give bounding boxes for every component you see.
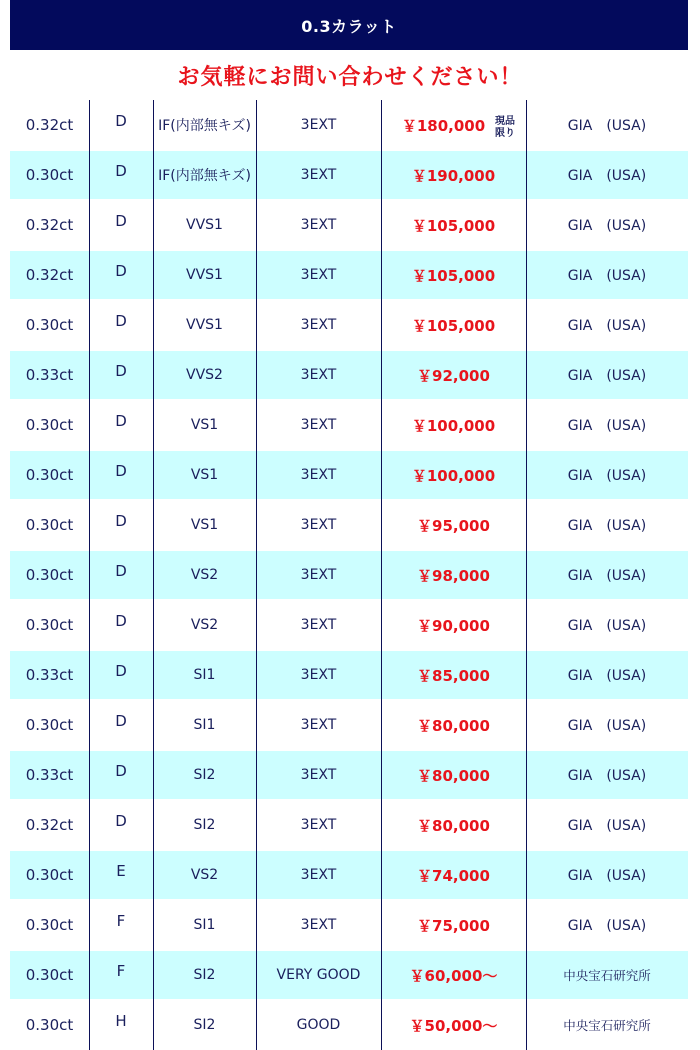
cut-cell bbox=[256, 851, 381, 899]
carat-text: 0.32ct bbox=[25, 116, 74, 134]
cut-cell bbox=[256, 751, 381, 799]
cut-text: 3EXT bbox=[300, 367, 337, 383]
clarity-text: SI1 bbox=[193, 917, 216, 933]
grading-lab-text: GIA (USA) bbox=[567, 268, 647, 284]
carat-text: 0.33ct bbox=[25, 666, 74, 684]
color-grade-text: D bbox=[115, 362, 127, 380]
clarity-text: VS1 bbox=[190, 417, 219, 433]
price-text: ￥100,000 bbox=[411, 416, 496, 435]
price-cell bbox=[381, 401, 526, 449]
carat-cell bbox=[10, 151, 89, 199]
grading-lab-text: GIA (USA) bbox=[567, 518, 647, 534]
cut-text: 3EXT bbox=[300, 167, 337, 183]
grading-lab-text: GIA (USA) bbox=[567, 168, 647, 184]
grading-lab-cell bbox=[526, 501, 688, 549]
clarity-cell bbox=[153, 501, 256, 549]
grading-lab-text: GIA (USA) bbox=[567, 718, 647, 734]
carat-text: 0.30ct bbox=[25, 166, 74, 184]
price-text: ￥180,000 bbox=[401, 116, 486, 135]
grading-lab-text: GIA (USA) bbox=[567, 768, 647, 784]
cut-text: 3EXT bbox=[300, 917, 337, 933]
cut-cell bbox=[256, 801, 381, 849]
color-grade-cell bbox=[89, 551, 153, 599]
grading-lab-text: GIA (USA) bbox=[567, 368, 647, 384]
inquiry-notice: お気軽にお問い合わせください！ bbox=[177, 65, 523, 90]
clarity-text: VVS1 bbox=[186, 267, 223, 283]
color-grade-text: F bbox=[116, 962, 126, 980]
grading-lab-cell bbox=[526, 1001, 688, 1049]
carat-cell bbox=[10, 201, 89, 249]
color-grade-cell bbox=[89, 151, 153, 199]
cut-cell bbox=[256, 951, 381, 999]
clarity-text: IF(内部無キズ) bbox=[158, 168, 251, 184]
clarity-text: VVS1 bbox=[186, 317, 223, 333]
color-grade-text: D bbox=[115, 412, 127, 430]
grading-lab-cell bbox=[526, 151, 688, 199]
clarity-cell bbox=[153, 701, 256, 749]
color-grade-text: D bbox=[115, 712, 127, 730]
grading-lab-cell bbox=[526, 301, 688, 349]
color-grade-cell bbox=[89, 751, 153, 799]
cut-text: 3EXT bbox=[300, 217, 337, 233]
table-row bbox=[10, 401, 688, 449]
price-cell bbox=[381, 651, 526, 699]
price-text: ￥98,000 bbox=[417, 566, 490, 585]
color-grade-cell bbox=[89, 701, 153, 749]
color-grade-cell bbox=[89, 901, 153, 949]
cut-text: 3EXT bbox=[300, 717, 337, 733]
cut-text: 3EXT bbox=[300, 267, 337, 283]
color-grade-text: D bbox=[115, 562, 127, 580]
grading-lab-cell bbox=[526, 951, 688, 999]
carat-cell bbox=[10, 601, 89, 649]
clarity-text: SI2 bbox=[193, 817, 216, 833]
cut-text: 3EXT bbox=[300, 467, 337, 483]
carat-text: 0.33ct bbox=[25, 766, 74, 784]
carat-cell bbox=[10, 551, 89, 599]
carat-text: 0.30ct bbox=[25, 1016, 74, 1034]
color-grade-text: D bbox=[115, 812, 127, 830]
carat-text: 0.32ct bbox=[25, 216, 74, 234]
color-grade-text: D bbox=[115, 262, 127, 280]
price-cell bbox=[381, 251, 526, 299]
color-grade-text: D bbox=[115, 512, 127, 530]
clarity-cell bbox=[153, 751, 256, 799]
color-grade-cell bbox=[89, 401, 153, 449]
cut-text: 3EXT bbox=[300, 667, 337, 683]
carat-text: 0.30ct bbox=[25, 866, 74, 884]
table-row bbox=[10, 301, 688, 349]
clarity-text: SI2 bbox=[193, 1017, 216, 1033]
color-grade-text: D bbox=[115, 612, 127, 630]
price-text: ￥50,000～ bbox=[409, 1016, 498, 1035]
clarity-text: SI1 bbox=[193, 717, 216, 733]
carat-cell bbox=[10, 901, 89, 949]
carat-cell bbox=[10, 801, 89, 849]
grading-lab-cell bbox=[526, 601, 688, 649]
carat-cell bbox=[10, 401, 89, 449]
color-grade-cell bbox=[89, 951, 153, 999]
color-grade-cell bbox=[89, 201, 153, 249]
table-row bbox=[10, 451, 688, 499]
price-cell bbox=[381, 951, 526, 999]
price-cell bbox=[381, 851, 526, 899]
price-text: ￥105,000 bbox=[411, 266, 496, 285]
carat-text: 0.30ct bbox=[25, 516, 74, 534]
price-cell bbox=[381, 701, 526, 749]
color-grade-text: D bbox=[115, 462, 127, 480]
cut-text: 3EXT bbox=[300, 317, 337, 333]
color-grade-text: D bbox=[115, 162, 127, 180]
grading-lab-text: GIA (USA) bbox=[567, 918, 647, 934]
table-row bbox=[10, 901, 688, 949]
price-text: ￥100,000 bbox=[411, 466, 496, 485]
table-row bbox=[10, 101, 688, 149]
clarity-text: SI2 bbox=[193, 967, 216, 983]
cut-cell bbox=[256, 401, 381, 449]
column-divider bbox=[256, 100, 257, 1050]
carat-cell bbox=[10, 851, 89, 899]
cut-cell bbox=[256, 551, 381, 599]
price-text: ￥190,000 bbox=[411, 166, 496, 185]
grading-lab-text: GIA (USA) bbox=[567, 318, 647, 334]
diamond-price-table bbox=[10, 100, 688, 1050]
grading-lab-cell bbox=[526, 801, 688, 849]
grading-lab-text: 中央宝石研究所 bbox=[563, 1018, 651, 1033]
clarity-cell bbox=[153, 201, 256, 249]
cut-cell bbox=[256, 901, 381, 949]
grading-lab-text: GIA (USA) bbox=[567, 818, 647, 834]
cut-cell bbox=[256, 101, 381, 149]
color-grade-cell bbox=[89, 651, 153, 699]
color-grade-cell bbox=[89, 601, 153, 649]
cut-cell bbox=[256, 151, 381, 199]
clarity-cell bbox=[153, 851, 256, 899]
color-grade-cell bbox=[89, 301, 153, 349]
price-cell bbox=[381, 1001, 526, 1049]
grading-lab-text: GIA (USA) bbox=[567, 868, 647, 884]
cut-cell bbox=[256, 601, 381, 649]
price-text: ￥80,000 bbox=[417, 816, 490, 835]
carat-cell bbox=[10, 951, 89, 999]
clarity-text: IF(内部無キズ) bbox=[158, 118, 251, 134]
price-cell bbox=[381, 601, 526, 649]
clarity-text: SI1 bbox=[193, 667, 216, 683]
cut-text: 3EXT bbox=[300, 117, 337, 133]
cut-text: GOOD bbox=[296, 1017, 341, 1033]
carat-text: 0.30ct bbox=[25, 416, 74, 434]
grading-lab-cell bbox=[526, 701, 688, 749]
price-text: ￥80,000 bbox=[417, 716, 490, 735]
clarity-text: VS2 bbox=[190, 617, 219, 633]
carat-text: 0.33ct bbox=[25, 366, 74, 384]
color-grade-cell bbox=[89, 101, 153, 149]
color-grade-text: D bbox=[115, 312, 127, 330]
clarity-text: VS2 bbox=[190, 567, 219, 583]
table-row bbox=[10, 151, 688, 199]
clarity-text: SI2 bbox=[193, 767, 216, 783]
color-grade-cell bbox=[89, 801, 153, 849]
cut-cell bbox=[256, 1001, 381, 1049]
carat-text: 0.30ct bbox=[25, 916, 74, 934]
grading-lab-text: GIA (USA) bbox=[567, 218, 647, 234]
grading-lab-cell bbox=[526, 201, 688, 249]
color-grade-text: E bbox=[116, 862, 126, 880]
clarity-cell bbox=[153, 151, 256, 199]
price-text: ￥95,000 bbox=[417, 516, 490, 535]
table-row bbox=[10, 751, 688, 799]
cut-cell bbox=[256, 301, 381, 349]
grading-lab-cell bbox=[526, 751, 688, 799]
table-row bbox=[10, 851, 688, 899]
grading-lab-text: GIA (USA) bbox=[567, 468, 647, 484]
column-divider bbox=[153, 100, 154, 1050]
column-divider bbox=[381, 100, 382, 1050]
cut-text: 3EXT bbox=[300, 417, 337, 433]
grading-lab-text: 中央宝石研究所 bbox=[563, 968, 651, 983]
price-text: ￥105,000 bbox=[411, 316, 496, 335]
cut-text: 3EXT bbox=[300, 617, 337, 633]
clarity-cell bbox=[153, 601, 256, 649]
price-text: ￥90,000 bbox=[417, 616, 490, 635]
table-row bbox=[10, 201, 688, 249]
clarity-cell bbox=[153, 951, 256, 999]
carat-text: 0.30ct bbox=[25, 966, 74, 984]
price-cell bbox=[381, 801, 526, 849]
grading-lab-cell bbox=[526, 251, 688, 299]
color-grade-cell bbox=[89, 501, 153, 549]
color-grade-text: D bbox=[115, 662, 127, 680]
clarity-text: VVS2 bbox=[186, 367, 223, 383]
price-cell bbox=[381, 201, 526, 249]
color-grade-text: H bbox=[115, 1012, 127, 1030]
table-row bbox=[10, 251, 688, 299]
carat-text: 0.30ct bbox=[25, 616, 74, 634]
price-cell bbox=[381, 551, 526, 599]
clarity-cell bbox=[153, 101, 256, 149]
clarity-text: VVS1 bbox=[186, 217, 223, 233]
clarity-text: VS1 bbox=[190, 517, 219, 533]
cut-text: 3EXT bbox=[300, 767, 337, 783]
table-row bbox=[10, 801, 688, 849]
cut-text: 3EXT bbox=[300, 567, 337, 583]
price-cell bbox=[381, 451, 526, 499]
table-row bbox=[10, 951, 688, 999]
clarity-cell bbox=[153, 901, 256, 949]
grading-lab-cell bbox=[526, 901, 688, 949]
price-text: ￥92,000 bbox=[417, 366, 490, 385]
price-cell bbox=[381, 351, 526, 399]
grading-lab-cell bbox=[526, 101, 688, 149]
grading-lab-cell bbox=[526, 851, 688, 899]
carat-cell bbox=[10, 451, 89, 499]
color-grade-cell bbox=[89, 451, 153, 499]
cut-text: 3EXT bbox=[300, 867, 337, 883]
price-cell bbox=[381, 301, 526, 349]
price-cell bbox=[381, 101, 526, 149]
grading-lab-text: GIA (USA) bbox=[567, 618, 647, 634]
table-row bbox=[10, 351, 688, 399]
cut-text: 3EXT bbox=[300, 817, 337, 833]
grading-lab-text: GIA (USA) bbox=[567, 118, 647, 134]
clarity-cell bbox=[153, 1001, 256, 1049]
color-grade-text: D bbox=[115, 762, 127, 780]
grading-lab-text: GIA (USA) bbox=[567, 668, 647, 684]
clarity-cell bbox=[153, 651, 256, 699]
carat-cell bbox=[10, 251, 89, 299]
table-row bbox=[10, 601, 688, 649]
table-row bbox=[10, 701, 688, 749]
grading-lab-cell bbox=[526, 351, 688, 399]
grading-lab-cell bbox=[526, 651, 688, 699]
color-grade-cell bbox=[89, 1001, 153, 1049]
price-cell bbox=[381, 501, 526, 549]
price-cell bbox=[381, 901, 526, 949]
color-grade-text: D bbox=[115, 212, 127, 230]
carat-text: 0.30ct bbox=[25, 716, 74, 734]
grading-lab-cell bbox=[526, 401, 688, 449]
color-grade-cell bbox=[89, 251, 153, 299]
clarity-cell bbox=[153, 251, 256, 299]
clarity-cell bbox=[153, 401, 256, 449]
price-cell bbox=[381, 751, 526, 799]
table-row bbox=[10, 1001, 688, 1049]
page-header bbox=[10, 0, 688, 50]
cut-cell bbox=[256, 651, 381, 699]
clarity-text: VS2 bbox=[190, 867, 219, 883]
cut-cell bbox=[256, 351, 381, 399]
clarity-cell bbox=[153, 351, 256, 399]
carat-cell bbox=[10, 101, 89, 149]
price-text: ￥80,000 bbox=[417, 766, 490, 785]
carat-cell bbox=[10, 701, 89, 749]
price-text: ￥85,000 bbox=[417, 666, 490, 685]
price-text: ￥60,000～ bbox=[409, 966, 498, 985]
grading-lab-cell bbox=[526, 451, 688, 499]
table-row bbox=[10, 651, 688, 699]
cut-text: 3EXT bbox=[300, 517, 337, 533]
carat-cell bbox=[10, 351, 89, 399]
limited-stock-note: 現品 限り bbox=[495, 116, 515, 139]
cut-cell bbox=[256, 201, 381, 249]
clarity-text: VS1 bbox=[190, 467, 219, 483]
cut-cell bbox=[256, 501, 381, 549]
carat-text: 0.30ct bbox=[25, 566, 74, 584]
carat-text: 0.32ct bbox=[25, 266, 74, 284]
clarity-cell bbox=[153, 801, 256, 849]
grading-lab-text: GIA (USA) bbox=[567, 568, 647, 584]
cut-cell bbox=[256, 701, 381, 749]
column-divider bbox=[89, 100, 90, 1050]
price-text: ￥74,000 bbox=[417, 866, 490, 885]
price-text: ￥105,000 bbox=[411, 216, 496, 235]
color-grade-text: F bbox=[116, 912, 126, 930]
clarity-cell bbox=[153, 451, 256, 499]
clarity-cell bbox=[153, 301, 256, 349]
header-title: 0.3カラット bbox=[301, 16, 397, 36]
grading-lab-text: GIA (USA) bbox=[567, 418, 647, 434]
carat-text: 0.30ct bbox=[25, 466, 74, 484]
color-grade-text: D bbox=[115, 112, 127, 130]
cut-text: VERY GOOD bbox=[276, 967, 361, 983]
price-text: ￥75,000 bbox=[417, 916, 490, 935]
column-divider bbox=[526, 100, 527, 1050]
clarity-cell bbox=[153, 551, 256, 599]
carat-cell bbox=[10, 501, 89, 549]
color-grade-cell bbox=[89, 851, 153, 899]
carat-cell bbox=[10, 751, 89, 799]
cut-cell bbox=[256, 251, 381, 299]
grading-lab-cell bbox=[526, 551, 688, 599]
carat-cell bbox=[10, 301, 89, 349]
cut-cell bbox=[256, 451, 381, 499]
carat-cell bbox=[10, 651, 89, 699]
table-row bbox=[10, 551, 688, 599]
color-grade-cell bbox=[89, 351, 153, 399]
table-row bbox=[10, 501, 688, 549]
carat-text: 0.30ct bbox=[25, 316, 74, 334]
carat-cell bbox=[10, 1001, 89, 1049]
price-cell bbox=[381, 151, 526, 199]
carat-text: 0.32ct bbox=[25, 816, 74, 834]
